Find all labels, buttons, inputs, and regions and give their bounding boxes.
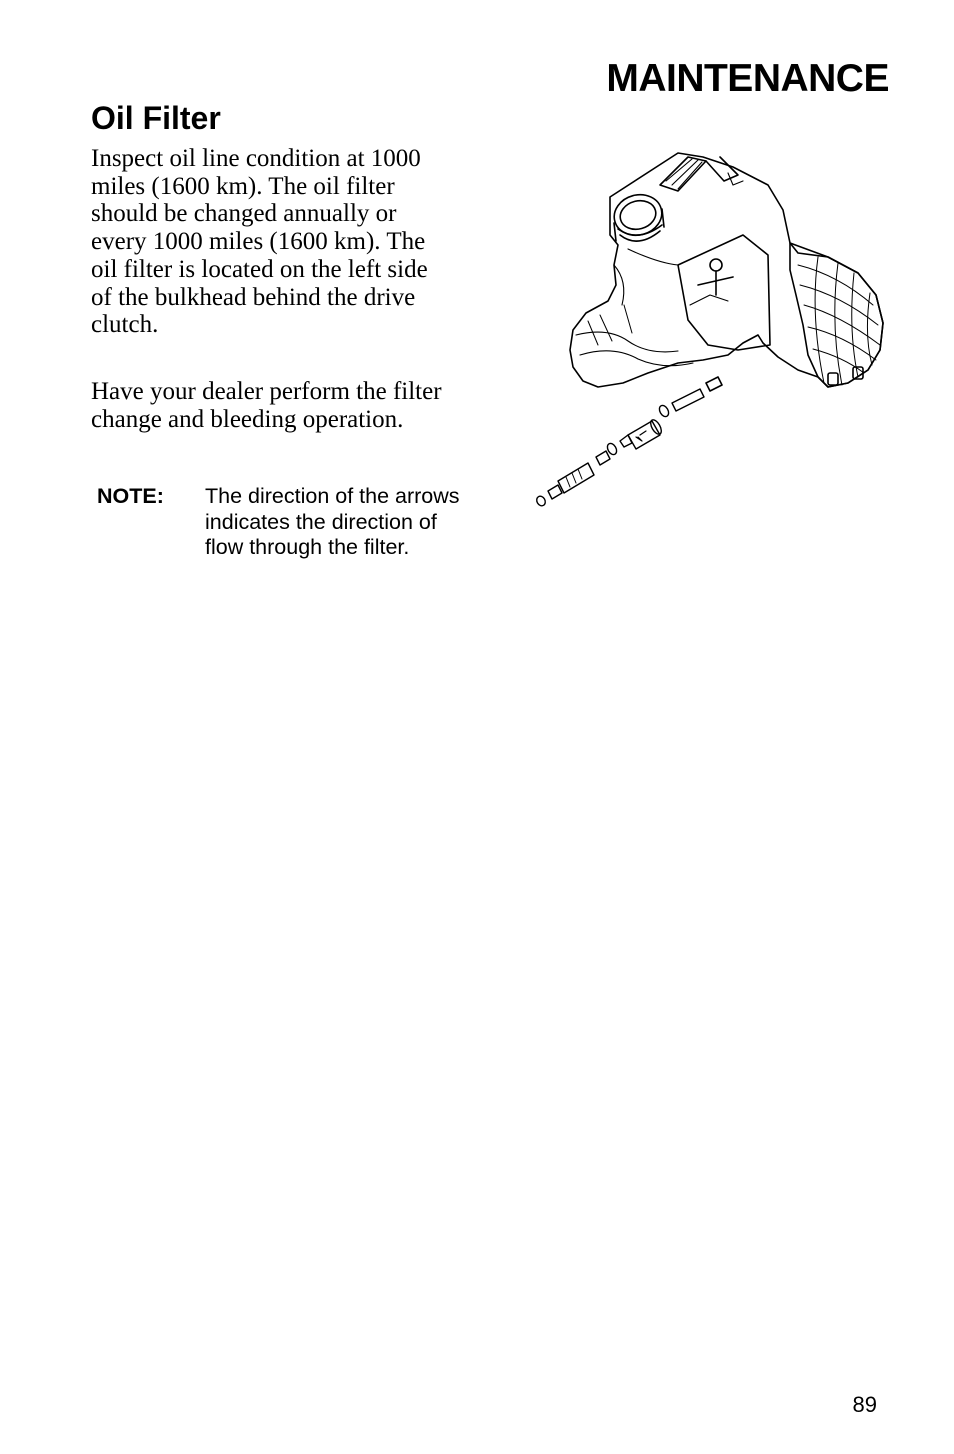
section-title: MAINTENANCE xyxy=(606,57,889,100)
oil-tank-filter-illustration xyxy=(528,145,888,525)
pivot-pin xyxy=(710,259,722,271)
filler-neck-inner xyxy=(617,197,659,233)
oil-filter xyxy=(628,421,660,449)
note-text: The direction of the arrows indicates the direction of flow through the filter. xyxy=(205,484,460,559)
note-block xyxy=(97,484,477,561)
page-number: 89 xyxy=(852,1392,877,1417)
body-paragraph-inspect: Inspect oil line condition at 1000 miles (1600 km). The oil filter should be changed annually or every 1000 miles (1600 km). The oil filter is located on the left side of the bulkhead behind the drive clutch. xyxy=(91,145,428,339)
page-heading: Oil Filter xyxy=(91,100,221,136)
body-paragraph-dealer: Have your dealer perform the filter change and bleeding operation. xyxy=(91,378,442,433)
barb-fitting xyxy=(558,463,594,493)
oil-line-assembly xyxy=(535,389,704,507)
hose-segment xyxy=(672,389,704,411)
note-label: NOTE: xyxy=(97,484,164,508)
